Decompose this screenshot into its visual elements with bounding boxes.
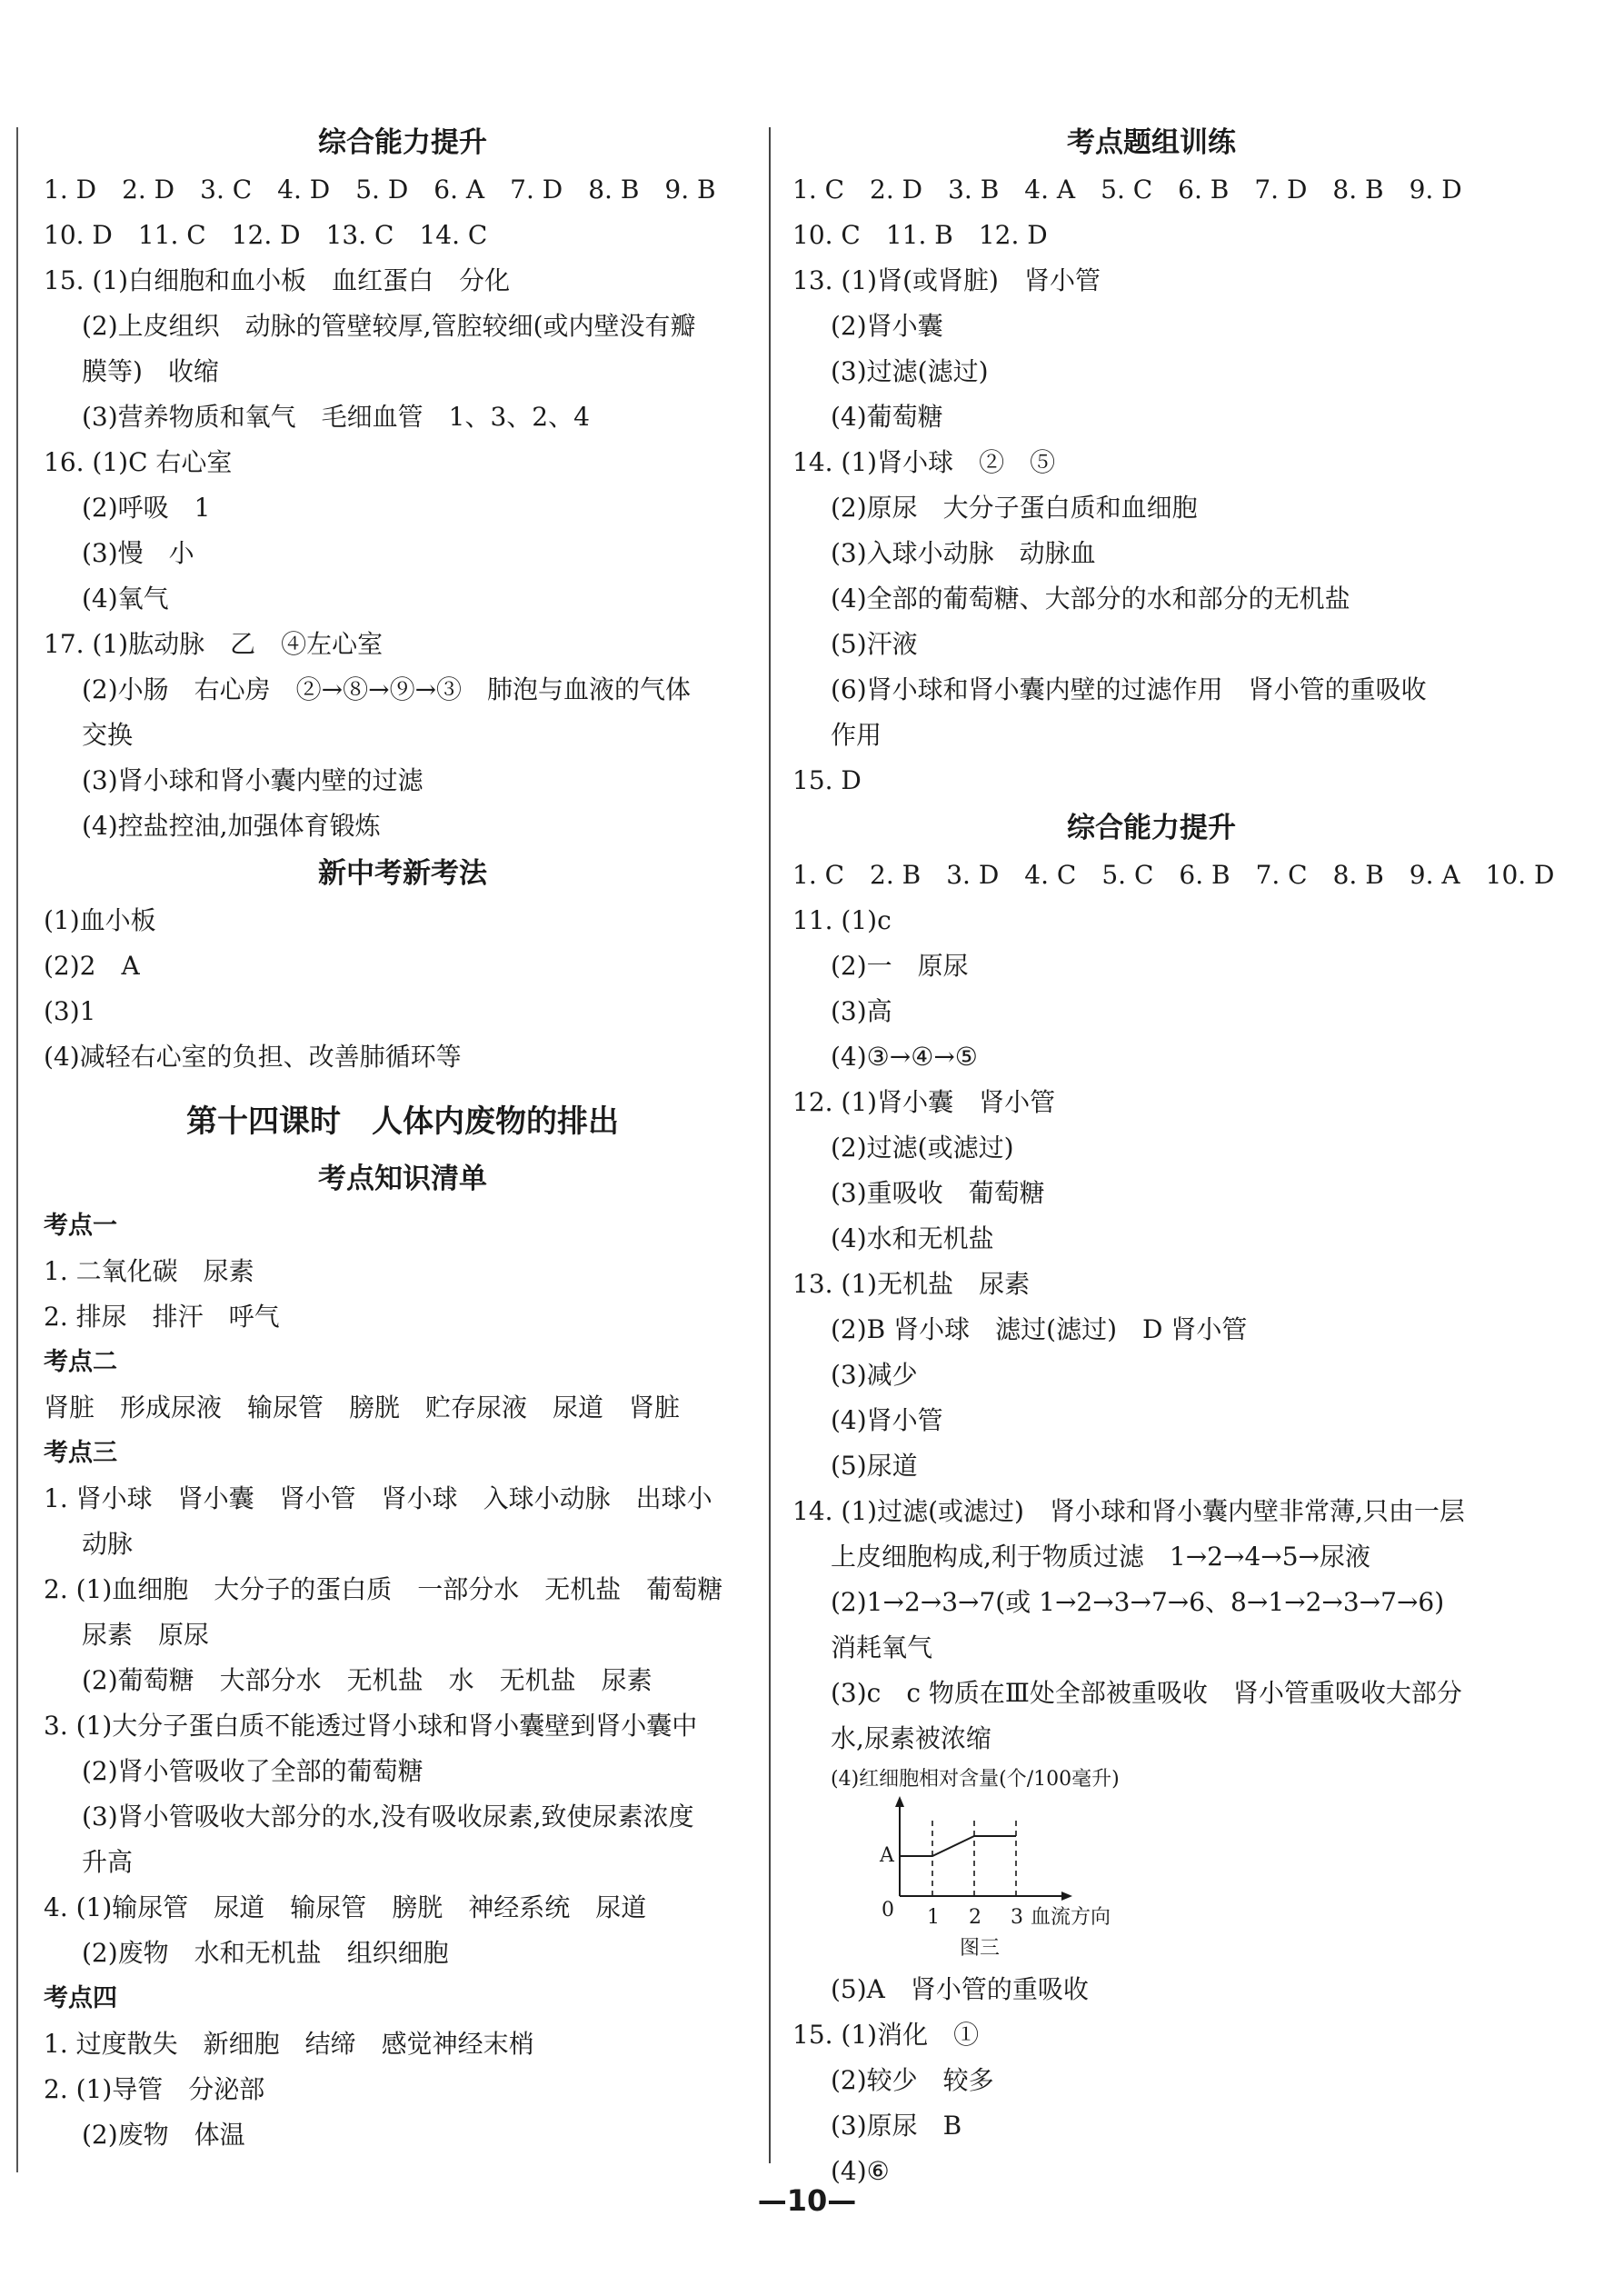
answer-line: 升高	[82, 1847, 134, 1877]
answer-line: (2)肾小管吸收了全部的葡萄糖	[82, 1756, 423, 1786]
answer-line: (3)高	[831, 996, 892, 1026]
answer-line: (4)③→④→⑤	[831, 1042, 978, 1072]
answer-line: 13. (1)肾(或肾脏) 肾小管	[792, 265, 1101, 295]
answer-line: 10. C 11. B 12. D	[792, 220, 1048, 250]
x-tick-label: 3	[1011, 1906, 1023, 1929]
answer-line: 16. (1)C 右心室	[44, 447, 233, 477]
answer-line: 3. (1)大分子蛋白质不能透过肾小球和肾小囊壁到肾小囊中	[44, 1711, 698, 1741]
answer-line: 2. (1)血细胞 大分子的蛋白质 一部分水 无机盐 葡萄糖	[44, 1574, 723, 1604]
rbc-curve	[900, 1836, 1016, 1856]
page-margin-rule	[16, 127, 18, 2172]
answer-line: 14. (1)肾小球 ② ⑤	[792, 447, 1056, 477]
kaodian-label: 考点二	[44, 1348, 117, 1376]
answer-line: (2)上皮组织 动脉的管壁较厚,管腔较细(或内壁没有瓣	[82, 311, 696, 341]
answer-line: (2)肾小囊	[831, 311, 943, 341]
answer-line: 1. C 2. B 3. D 4. C 5. C 6. B 7. C 8. B 9. A 10. D	[792, 860, 1555, 890]
answer-line: (2)1→2→3→7(或 1→2→3→7→6、8→1→2→3→7→6)	[831, 1587, 1445, 1617]
answer-line: 13. (1)无机盐 尿素	[792, 1269, 1031, 1299]
answer-line: 1. C 2. D 3. B 4. A 5. C 6. B 7. D 8. B 9. D	[792, 175, 1462, 205]
answer-line: (5)汗液	[831, 629, 918, 659]
answer-line: 交换	[82, 720, 134, 750]
answer-line: 1. 过度散失 新细胞 结缔 感觉神经末梢	[44, 2029, 534, 2059]
answer-line: 尿素 原尿	[82, 1620, 210, 1650]
answer-line: (2)原尿 大分子蛋白质和血细胞	[831, 493, 1198, 523]
origin-label: 0	[882, 1899, 894, 1922]
answer-line: (3)肾小管吸收大部分的水,没有吸收尿素,致使尿素浓度	[82, 1802, 694, 1832]
answer-line: (5)尿道	[831, 1451, 918, 1481]
section-title-comprehensive: 综合能力提升	[1067, 812, 1236, 844]
answer-line: (4)葡萄糖	[831, 402, 943, 432]
answer-line: (3)1	[44, 996, 96, 1026]
figure-3	[792, 1762, 1510, 1967]
answer-line: (6)肾小球和肾小囊内壁的过滤作用 肾小管的重吸收	[831, 674, 1427, 704]
answer-line: (3)c c 物质在Ⅲ处全部被重吸收 肾小管重吸收大部分	[831, 1678, 1462, 1708]
section-title-new-exam: 新中考新考法	[318, 857, 487, 890]
figure-3-graph	[792, 1762, 1156, 1967]
answer-line: (4)氧气	[82, 584, 169, 614]
answer-line: (3)肾小球和肾小囊内壁的过滤	[82, 765, 423, 795]
x-axis-label: 血流方向	[1031, 1906, 1111, 1929]
answer-line: 1. 二氧化碳 尿素	[44, 1256, 254, 1286]
answer-line: (2)过滤(或滤过)	[831, 1133, 1014, 1163]
answer-line: 4. (1)输尿管 尿道 输尿管 膀胱 神经系统 尿道	[44, 1892, 647, 1922]
kaodian-label: 考点一	[44, 1212, 117, 1240]
answer-line: 10. D 11. C 12. D 13. C 14. C	[44, 220, 488, 250]
answer-line: (4)控盐控油,加强体育锻炼	[82, 811, 381, 841]
kaodian-label: 考点三	[44, 1439, 117, 1467]
answer-line: 水,尿素被浓缩	[831, 1723, 991, 1753]
answer-line: 17. (1)肱动脉 乙 ④左心室	[44, 629, 384, 659]
answer-line: 12. (1)肾小囊 肾小管	[792, 1087, 1056, 1117]
answer-line: (3)重吸收 葡萄糖	[831, 1178, 1045, 1208]
section-title-knowledge: 考点知识清单	[318, 1163, 487, 1195]
answer-line: 15. (1)白细胞和血小板 血红蛋白 分化	[44, 265, 511, 295]
answer-line: (1)血小板	[44, 905, 156, 935]
answer-line: 1. 肾小球 肾小囊 肾小管 肾小球 入球小动脉 出球小	[44, 1483, 712, 1513]
answer-line: (2)废物 水和无机盐 组织细胞	[82, 1938, 449, 1968]
answer-line: (4)水和无机盐	[831, 1223, 994, 1253]
answer-line: (4)肾小管	[831, 1405, 943, 1435]
answer-line: 肾脏 形成尿液 输尿管 膀胱 贮存尿液 尿道 肾脏	[44, 1393, 681, 1423]
answer-line: (4)⑥	[831, 2156, 890, 2186]
section-title-drills: 考点题组训练	[1067, 126, 1236, 159]
answer-line: (2)一 原尿	[831, 951, 969, 981]
answer-line: 2. 排尿 排汗 呼气	[44, 1302, 280, 1332]
column-divider	[769, 127, 771, 2163]
answer-line: 膜等) 收缩	[82, 356, 219, 386]
answer-line: (2)废物 体温	[82, 2120, 245, 2150]
answer-line: 作用	[831, 720, 882, 750]
x-tick-label: 1	[927, 1906, 940, 1929]
lesson-title: 第十四课时 人体内废物的排出	[186, 1103, 619, 1140]
right-column	[792, 118, 1555, 2194]
answer-line: (2)呼吸 1	[82, 493, 211, 523]
answer-line: 2. (1)导管 分泌部	[44, 2074, 265, 2104]
answer-line: 15. (1)消化 ①	[792, 2020, 980, 2050]
page-number: —10—	[757, 2183, 857, 2218]
section-title-comprehensive: 综合能力提升	[318, 126, 487, 159]
answer-line: 消耗氧气	[831, 1632, 933, 1662]
x-axis-arrow	[1061, 1892, 1072, 1901]
left-column	[44, 118, 762, 2158]
answer-line: 动脉	[82, 1529, 134, 1559]
answer-line: (2)葡萄糖 大部分水 无机盐 水 无机盐 尿素	[82, 1665, 653, 1695]
answer-line: (3)原尿 B	[831, 2111, 962, 2141]
answer-line: (2)2 A	[44, 951, 140, 981]
x-tick-label: 2	[969, 1906, 981, 1929]
figure-caption: 图三	[960, 1937, 1001, 1960]
answer-line: (3)减少	[831, 1360, 918, 1390]
y-mark-label: A	[880, 1844, 894, 1867]
answer-line: (3)过滤(滤过)	[831, 356, 989, 386]
y-axis-arrow	[895, 1796, 904, 1807]
answer-line: (5)A 肾小管的重吸收	[831, 1974, 1089, 2004]
answer-line: 11. (1)c	[792, 905, 892, 935]
answer-line: 上皮细胞构成,利于物质过滤 1→2→4→5→尿液	[831, 1542, 1371, 1572]
answer-line: 1. D 2. D 3. C 4. D 5. D 6. A 7. D 8. B 9. B	[44, 175, 716, 205]
answer-line: (2)小肠 右心房 ②→⑧→⑨→③ 肺泡与血液的气体	[82, 674, 692, 704]
answer-line: 15. D	[792, 765, 862, 795]
answer-line: (2)较少 较多	[831, 2065, 994, 2095]
figure-y-label: (4)红细胞相对含量(个/100毫升)	[831, 1768, 1120, 1791]
answer-line: (4)减轻右心室的负担、改善肺循环等	[44, 1042, 462, 1072]
answer-line: 14. (1)过滤(或滤过) 肾小球和肾小囊内壁非常薄,只由一层	[792, 1496, 1465, 1526]
answer-line: (3)慢 小	[82, 538, 194, 568]
answer-line: (4)全部的葡萄糖、大部分的水和部分的无机盐	[831, 584, 1350, 614]
kaodian-label: 考点四	[44, 1984, 117, 2012]
answer-line: (3)营养物质和氧气 毛细血管 1、3、2、4	[82, 402, 590, 432]
answer-line: (2)B 肾小球 滤过(滤过) D 肾小管	[831, 1314, 1248, 1344]
answer-line: (3)入球小动脉 动脉血	[831, 538, 1096, 568]
